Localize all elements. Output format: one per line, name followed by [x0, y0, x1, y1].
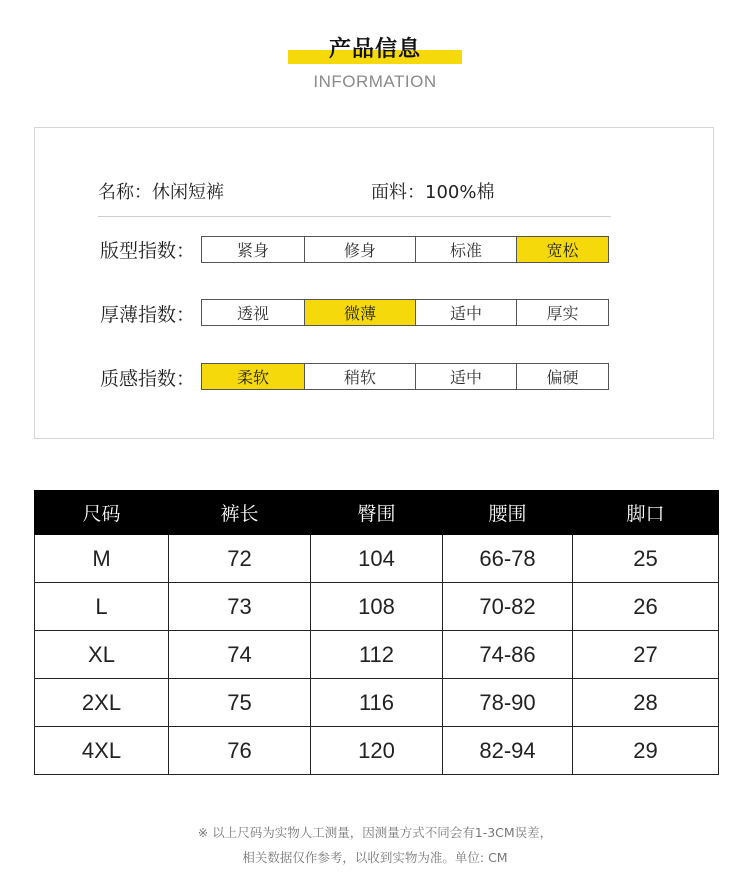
table-row — [35, 583, 719, 631]
thickness-option: 透视 — [202, 300, 305, 325]
thickness-option: 适中 — [416, 300, 517, 325]
size-cell: M — [35, 535, 169, 583]
table-header-row — [35, 491, 719, 535]
fit-index-scale — [201, 236, 609, 263]
col-header-hem: 脚口 — [573, 491, 719, 535]
name-value: 休闲短裤 — [152, 182, 224, 203]
thickness-index-label: 厚薄指数： — [100, 304, 196, 326]
thickness-index-scale — [201, 299, 609, 326]
waist-cell: 70-82 — [443, 583, 573, 631]
fit-option: 修身 — [305, 237, 416, 262]
product-info-panel — [34, 127, 714, 439]
texture-option: 偏硬 — [517, 364, 608, 389]
size-chart-table — [34, 490, 719, 775]
length-cell: 72 — [169, 535, 311, 583]
hip-cell: 104 — [311, 535, 443, 583]
hem-cell: 29 — [573, 727, 719, 775]
texture-option: 适中 — [416, 364, 517, 389]
waist-cell: 66-78 — [443, 535, 573, 583]
fit-option: 紧身 — [202, 237, 305, 262]
size-cell: XL — [35, 631, 169, 679]
fit-option: 标准 — [416, 237, 517, 262]
product-name — [98, 178, 224, 204]
footnote-line-1: ※ 以上尺码为实物人工测量，因测量方式不同会有1-3CM误差， — [197, 825, 553, 840]
hem-cell: 27 — [573, 631, 719, 679]
length-cell: 73 — [169, 583, 311, 631]
texture-index-label: 质感指数： — [100, 368, 196, 390]
col-header-length: 裤长 — [169, 491, 311, 535]
table-row — [35, 631, 719, 679]
hem-cell: 28 — [573, 679, 719, 727]
hip-cell: 112 — [311, 631, 443, 679]
waist-cell: 78-90 — [443, 679, 573, 727]
hip-cell: 116 — [311, 679, 443, 727]
length-cell: 76 — [169, 727, 311, 775]
table-row — [35, 535, 719, 583]
name-label: 名称： — [98, 182, 152, 203]
info-divider — [98, 216, 611, 217]
fabric-label: 面料： — [371, 182, 425, 203]
thickness-option: 微薄 — [305, 300, 416, 325]
col-header-waist: 腰围 — [443, 491, 573, 535]
hip-cell: 108 — [311, 583, 443, 631]
length-cell: 75 — [169, 679, 311, 727]
fabric-value: 100%棉 — [425, 182, 495, 203]
footnote-line-2: 相关数据仅作参考，以收到实物为准。单位: CM — [242, 850, 508, 865]
table-row — [35, 679, 719, 727]
table-row — [35, 727, 719, 775]
hem-cell: 25 — [573, 535, 719, 583]
section-title: 产品信息 — [328, 37, 421, 62]
product-fabric — [371, 178, 494, 204]
waist-cell: 74-86 — [443, 631, 573, 679]
length-cell: 74 — [169, 631, 311, 679]
size-cell: 4XL — [35, 727, 169, 775]
waist-cell: 82-94 — [443, 727, 573, 775]
thickness-option: 厚实 — [517, 300, 608, 325]
texture-option: 柔软 — [202, 364, 305, 389]
col-header-size: 尺码 — [35, 491, 169, 535]
col-header-hip: 臀围 — [311, 491, 443, 535]
size-cell: L — [35, 583, 169, 631]
fit-option: 宽松 — [517, 237, 608, 262]
hem-cell: 26 — [573, 583, 719, 631]
fit-index-label: 版型指数： — [100, 240, 196, 262]
size-cell: 2XL — [35, 679, 169, 727]
texture-option: 稍软 — [305, 364, 416, 389]
hip-cell: 120 — [311, 727, 443, 775]
texture-index-scale — [201, 363, 609, 390]
section-subtitle: INFORMATION — [313, 72, 437, 91]
